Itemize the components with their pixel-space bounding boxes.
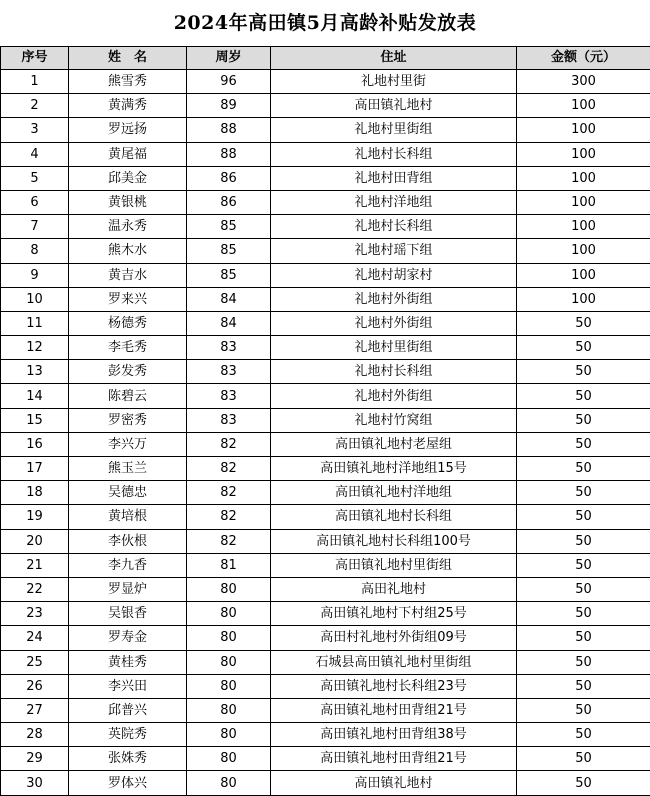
cell-amount: 50 [517, 747, 650, 771]
cell-age: 83 [187, 384, 271, 408]
table-row [1, 529, 650, 553]
cell-name: 熊玉兰 [69, 457, 187, 481]
cell-name: 黄银桃 [69, 190, 187, 214]
cell-index: 8 [1, 239, 69, 263]
cell-amount: 100 [517, 190, 650, 214]
cell-name: 吴银香 [69, 602, 187, 626]
table-row [1, 287, 650, 311]
cell-index: 27 [1, 698, 69, 722]
cell-amount: 300 [517, 70, 650, 94]
cell-amount: 100 [517, 263, 650, 287]
cell-age: 82 [187, 457, 271, 481]
table-row [1, 553, 650, 577]
cell-amount: 50 [517, 698, 650, 722]
cell-age: 83 [187, 408, 271, 432]
cell-name: 罗体兴 [69, 771, 187, 795]
cell-name: 熊木水 [69, 239, 187, 263]
cell-age: 84 [187, 287, 271, 311]
cell-name: 吴德忠 [69, 481, 187, 505]
cell-index: 21 [1, 553, 69, 577]
cell-index: 5 [1, 166, 69, 190]
cell-amount: 100 [517, 142, 650, 166]
header-address: 住址 [271, 47, 517, 70]
cell-name: 黄桂秀 [69, 650, 187, 674]
cell-age: 80 [187, 771, 271, 795]
table-row [1, 94, 650, 118]
cell-age: 82 [187, 481, 271, 505]
cell-address: 石城县高田镇礼地村里街组 [271, 650, 517, 674]
table-row [1, 190, 650, 214]
cell-address: 高田镇礼地村下村组25号 [271, 602, 517, 626]
cell-index: 28 [1, 723, 69, 747]
cell-amount: 50 [517, 481, 650, 505]
table-row [1, 674, 650, 698]
table-row [1, 505, 650, 529]
table-row [1, 263, 650, 287]
cell-address: 高田镇礼地村长科组 [271, 505, 517, 529]
cell-index: 4 [1, 142, 69, 166]
table-row [1, 723, 650, 747]
table-row [1, 408, 650, 432]
cell-index: 19 [1, 505, 69, 529]
cell-amount: 50 [517, 626, 650, 650]
cell-amount: 50 [517, 432, 650, 456]
cell-address: 高田镇礼地村长科组23号 [271, 674, 517, 698]
cell-age: 83 [187, 360, 271, 384]
cell-address: 礼地村竹窝组 [271, 408, 517, 432]
cell-amount: 50 [517, 723, 650, 747]
cell-address: 礼地村长科组 [271, 360, 517, 384]
cell-address: 高田镇礼地村长科组100号 [271, 529, 517, 553]
cell-amount: 100 [517, 118, 650, 142]
cell-amount: 50 [517, 577, 650, 601]
cell-address: 高田镇礼地村田背组38号 [271, 723, 517, 747]
table-row [1, 239, 650, 263]
cell-name: 李兴田 [69, 674, 187, 698]
cell-name: 李九香 [69, 553, 187, 577]
cell-address: 礼地村外街组 [271, 311, 517, 335]
cell-address: 礼地村里街 [271, 70, 517, 94]
cell-name: 邱美金 [69, 166, 187, 190]
cell-index: 18 [1, 481, 69, 505]
cell-index: 22 [1, 577, 69, 601]
cell-index: 26 [1, 674, 69, 698]
cell-index: 2 [1, 94, 69, 118]
cell-index: 17 [1, 457, 69, 481]
cell-index: 29 [1, 747, 69, 771]
cell-index: 10 [1, 287, 69, 311]
cell-name: 英院秀 [69, 723, 187, 747]
cell-address: 高田镇礼地村里街组 [271, 553, 517, 577]
cell-amount: 50 [517, 553, 650, 577]
cell-name: 温永秀 [69, 215, 187, 239]
cell-address: 高田镇礼地村洋地组15号 [271, 457, 517, 481]
cell-index: 9 [1, 263, 69, 287]
cell-name: 罗密秀 [69, 408, 187, 432]
cell-age: 80 [187, 577, 271, 601]
table-header-row [1, 47, 650, 70]
cell-index: 16 [1, 432, 69, 456]
table-row [1, 577, 650, 601]
cell-address: 礼地村里街组 [271, 118, 517, 142]
table-row [1, 384, 650, 408]
cell-amount: 100 [517, 215, 650, 239]
table-row [1, 118, 650, 142]
cell-address: 礼地村外街组 [271, 384, 517, 408]
table-row [1, 311, 650, 335]
cell-age: 86 [187, 166, 271, 190]
table-row [1, 70, 650, 94]
cell-name: 李毛秀 [69, 336, 187, 360]
cell-address: 高田礼地村 [271, 577, 517, 601]
cell-amount: 50 [517, 311, 650, 335]
cell-index: 6 [1, 190, 69, 214]
table-row [1, 626, 650, 650]
cell-index: 24 [1, 626, 69, 650]
cell-amount: 100 [517, 287, 650, 311]
cell-age: 82 [187, 505, 271, 529]
cell-age: 88 [187, 118, 271, 142]
header-name: 姓 名 [69, 47, 187, 70]
cell-age: 80 [187, 698, 271, 722]
cell-address: 高田镇礼地村田背组21号 [271, 747, 517, 771]
cell-age: 81 [187, 553, 271, 577]
cell-name: 杨德秀 [69, 311, 187, 335]
table-row [1, 142, 650, 166]
cell-name: 张姝秀 [69, 747, 187, 771]
cell-name: 黄培根 [69, 505, 187, 529]
header-amount: 金额（元） [517, 47, 650, 70]
cell-index: 3 [1, 118, 69, 142]
page-title: 2024年高田镇5月高龄补贴发放表 [0, 0, 650, 46]
cell-age: 85 [187, 215, 271, 239]
cell-age: 80 [187, 747, 271, 771]
cell-amount: 100 [517, 239, 650, 263]
cell-amount: 50 [517, 384, 650, 408]
cell-index: 25 [1, 650, 69, 674]
header-age: 周岁 [187, 47, 271, 70]
cell-age: 80 [187, 626, 271, 650]
table-row [1, 747, 650, 771]
cell-age: 88 [187, 142, 271, 166]
cell-index: 23 [1, 602, 69, 626]
cell-name: 罗显炉 [69, 577, 187, 601]
cell-age: 84 [187, 311, 271, 335]
cell-amount: 50 [517, 529, 650, 553]
cell-name: 李兴万 [69, 432, 187, 456]
cell-address: 高田镇礼地村 [271, 94, 517, 118]
cell-index: 15 [1, 408, 69, 432]
table-row [1, 771, 650, 795]
cell-index: 30 [1, 771, 69, 795]
header-index: 序号 [1, 47, 69, 70]
cell-age: 83 [187, 336, 271, 360]
cell-amount: 50 [517, 602, 650, 626]
cell-amount: 100 [517, 94, 650, 118]
table-row [1, 432, 650, 456]
cell-amount: 50 [517, 771, 650, 795]
cell-address: 高田镇礼地村老屋组 [271, 432, 517, 456]
cell-index: 12 [1, 336, 69, 360]
cell-name: 熊雪秀 [69, 70, 187, 94]
cell-address: 礼地村洋地组 [271, 190, 517, 214]
cell-index: 13 [1, 360, 69, 384]
cell-address: 高田镇礼地村 [271, 771, 517, 795]
cell-address: 礼地村长科组 [271, 142, 517, 166]
cell-index: 14 [1, 384, 69, 408]
cell-address: 礼地村瑶下组 [271, 239, 517, 263]
cell-amount: 50 [517, 360, 650, 384]
cell-age: 82 [187, 529, 271, 553]
table-row [1, 166, 650, 190]
cell-address: 礼地村田背组 [271, 166, 517, 190]
cell-name: 罗寿金 [69, 626, 187, 650]
cell-name: 黄吉水 [69, 263, 187, 287]
cell-address: 礼地村长科组 [271, 215, 517, 239]
cell-age: 80 [187, 723, 271, 747]
cell-name: 李伙根 [69, 529, 187, 553]
cell-name: 陈碧云 [69, 384, 187, 408]
table-row [1, 336, 650, 360]
table-row [1, 457, 650, 481]
cell-name: 罗远扬 [69, 118, 187, 142]
cell-age: 86 [187, 190, 271, 214]
cell-age: 80 [187, 674, 271, 698]
cell-index: 1 [1, 70, 69, 94]
cell-amount: 50 [517, 408, 650, 432]
cell-name: 彭发秀 [69, 360, 187, 384]
table-row [1, 650, 650, 674]
table-row [1, 481, 650, 505]
cell-name: 黄尾福 [69, 142, 187, 166]
cell-amount: 50 [517, 457, 650, 481]
cell-address: 高田村礼地村外街组09号 [271, 626, 517, 650]
cell-address: 高田镇礼地村洋地组 [271, 481, 517, 505]
cell-amount: 50 [517, 650, 650, 674]
cell-index: 11 [1, 311, 69, 335]
cell-age: 80 [187, 650, 271, 674]
cell-amount: 50 [517, 336, 650, 360]
cell-amount: 50 [517, 505, 650, 529]
table-body [1, 70, 650, 796]
cell-name: 邱普兴 [69, 698, 187, 722]
cell-age: 82 [187, 432, 271, 456]
table-row [1, 698, 650, 722]
cell-address: 礼地村外街组 [271, 287, 517, 311]
cell-index: 20 [1, 529, 69, 553]
table-row [1, 602, 650, 626]
table-row [1, 360, 650, 384]
cell-age: 85 [187, 263, 271, 287]
cell-index: 7 [1, 215, 69, 239]
cell-age: 89 [187, 94, 271, 118]
cell-amount: 50 [517, 674, 650, 698]
table-row [1, 215, 650, 239]
cell-name: 罗来兴 [69, 287, 187, 311]
cell-age: 85 [187, 239, 271, 263]
cell-age: 80 [187, 602, 271, 626]
cell-name: 黄满秀 [69, 94, 187, 118]
cell-address: 礼地村胡家村 [271, 263, 517, 287]
cell-age: 96 [187, 70, 271, 94]
cell-address: 礼地村里街组 [271, 336, 517, 360]
subsidy-table [0, 46, 650, 796]
cell-amount: 100 [517, 166, 650, 190]
cell-address: 高田镇礼地村田背组21号 [271, 698, 517, 722]
